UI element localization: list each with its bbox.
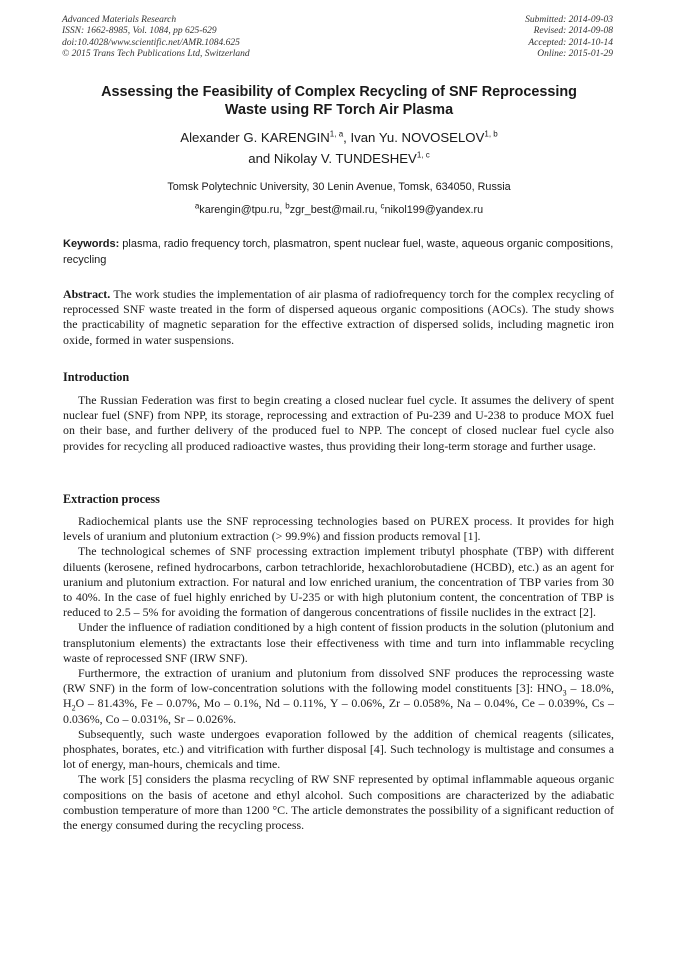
- paper-title: [60, 83, 618, 119]
- title-line-1: Assessing the Feasibility of Complex Recycling of SNF Reprocessing: [101, 84, 577, 100]
- authors-line-1: [60, 127, 618, 148]
- author-and: and: [248, 151, 274, 166]
- extraction-paragraph-4: [63, 666, 614, 727]
- author-1-affil: 1, a: [329, 129, 344, 139]
- email-c[interactable]: nikol199@yandex.ru: [384, 204, 484, 216]
- p4-sub-3: 3: [562, 688, 567, 698]
- p4-sub-2: 2: [71, 703, 76, 713]
- date-online: Online: 2015-01-29: [537, 48, 613, 59]
- author-1: Alexander G. KARENGIN: [180, 130, 330, 145]
- abstract-paragraph: [63, 287, 614, 348]
- affiliation: Tomsk Polytechnic University, 30 Lenin Avenue, Tomsk, 634050, Russia: [167, 181, 511, 193]
- extraction-paragraph-6: The work [5] considers the plasma recycling of RW SNF represented by optimal inflammable aqueous organic compositions on the basis of acetone and ethyl alcohol. Such compositions are characterized by the adiabatic combustion temperature of more than 1200 °C. The article demonstrates the possibility of a significant reduction of the energy consumed during the recycling process.: [63, 772, 614, 833]
- p4-part-c: O – 81.43%, Fe – 0.07%, Mo – 0.1%, Nd – 0.11%, Y – 0.06%, Zr – 0.058%, Na – 0.04%, Ce – 0.039%, Cs – 0.036%, Co – 0.031%, Sr – 0.026%.: [63, 696, 614, 726]
- journal-issn: ISSN: 1662-8985, Vol. 1084, pp 625-629: [62, 26, 217, 37]
- email-c-sup: c: [380, 201, 385, 211]
- author-emails: [60, 203, 618, 217]
- author-3: Nikolay V. TUNDESHEV: [273, 151, 417, 166]
- author-separator: ,: [343, 130, 351, 145]
- author-3-affil: 1, c: [416, 150, 430, 160]
- email-a[interactable]: karengin@tpu.ru,: [199, 204, 286, 216]
- keywords: [63, 236, 615, 268]
- date-submitted: Submitted: 2014-09-03: [525, 15, 613, 25]
- section-heading-introduction: Introduction: [63, 370, 130, 384]
- date-accepted: Accepted: 2014-10-14: [528, 37, 613, 48]
- author-list: [60, 127, 618, 169]
- extraction-body: [63, 514, 614, 833]
- date-revised: Revised: 2014-09-08: [533, 26, 613, 37]
- introduction-body: [63, 393, 614, 454]
- title-line-2: Waste using RF Torch Air Plasma: [224, 102, 454, 118]
- email-a-sup: a: [194, 201, 200, 211]
- journal-doi[interactable]: doi:10.4028/www.scientific.net/AMR.1084.625: [62, 37, 240, 48]
- extraction-paragraph-3: Under the influence of radiation conditioned by a high content of fission products in the solution (plutonium and transplutonium elements) the extractants lose their effectiveness with time and turn into inflammable recycling waste of reprocessed SNF (IRW SNF).: [63, 620, 614, 665]
- abstract-label: Abstract.: [63, 287, 111, 301]
- submission-dates: [525, 15, 613, 60]
- intro-paragraph-1: The Russian Federation was first to begin creating a closed nuclear fuel cycle. It assumes the delivery of spent nuclear fuel (SNF) from NPP, its storage, reprocessing and extraction of Pu-239 and U-238 to produce MOX fuel on their base, and further delivery of the produced fuel to NPP. The concept of closed nuclear fuel cycle also provides for recycling all produced radioactive wastes, thus providing their long-term storage and further usage.: [63, 393, 614, 453]
- p4-part-b: – 18.0%, H: [63, 681, 614, 711]
- email-b[interactable]: zgr_best@mail.ru,: [289, 204, 381, 216]
- author-2-affil: 1, b: [484, 129, 498, 139]
- section-heading-extraction: Extraction process: [63, 492, 160, 506]
- journal-copyright: © 2015 Trans Tech Publications Ltd, Switzerland: [62, 48, 250, 59]
- keywords-label: Keywords:: [63, 238, 120, 250]
- abstract-text: The work studies the implementation of air plasma of radiofrequency torch for the complex recycling of reprocessed SNF waste treated in the form of dispersed aqueous organic compositions (AOCs). The study shows the practicability of magnetic separation for the effective extraction of dispersed solids, including magnetic iron oxide, formed in water suspensions.: [63, 287, 614, 347]
- journal-info: [62, 15, 250, 60]
- journal-name: Advanced Materials Research: [62, 15, 177, 25]
- authors-line-2: [60, 148, 618, 169]
- keywords-text: plasma, radio frequency torch, plasmatron, spent nuclear fuel, waste, aqueous organic compositions, recycling: [63, 238, 614, 266]
- email-b-sup: b: [285, 201, 290, 211]
- author-2: Ivan Yu. NOVOSELOV: [350, 130, 485, 145]
- extraction-paragraph-2: The technological schemes of SNF processing extraction implement tributyl phosphate (TBP) with different diluents (kerosene, refined hydrocarbons, carbon tetrachloride, hexachlorobutadiene (HCBD), etc.) as an agent for uranium and plutonium extraction. For natural and low enriched uranium, the concentration of TBP varies from 30 to 40%. In the case of fuel highly enriched by U-235 or with high plutonium content, the concentration of TBP is reduced to 2.5 – 5% for avoiding the formation of dangerous concentrations of fissile nuclides in the extract [2].: [63, 544, 614, 620]
- p4-part-a: Furthermore, the extraction of uranium and plutonium from dissolved SNF produces the reprocessing waste (RW SNF) in the form of low-concentration solutions with the following model constituents [3]: HNO: [63, 666, 614, 696]
- extraction-paragraph-1: Radiochemical plants use the SNF reprocessing technologies based on PUREX process. It provides for high levels of uranium and plutonium extraction (> 99.9%) and fission products removal [1].: [63, 514, 614, 544]
- extraction-paragraph-5: Subsequently, such waste undergoes evaporation followed by the addition of chemical reagents (silicates, phosphates, borates, etc.) and vitrification with further disposal [4]. Such technology is multistage and consumes a lot of energy, man-hours, chemicals and time.: [63, 726, 614, 772]
- abstract: [63, 287, 614, 348]
